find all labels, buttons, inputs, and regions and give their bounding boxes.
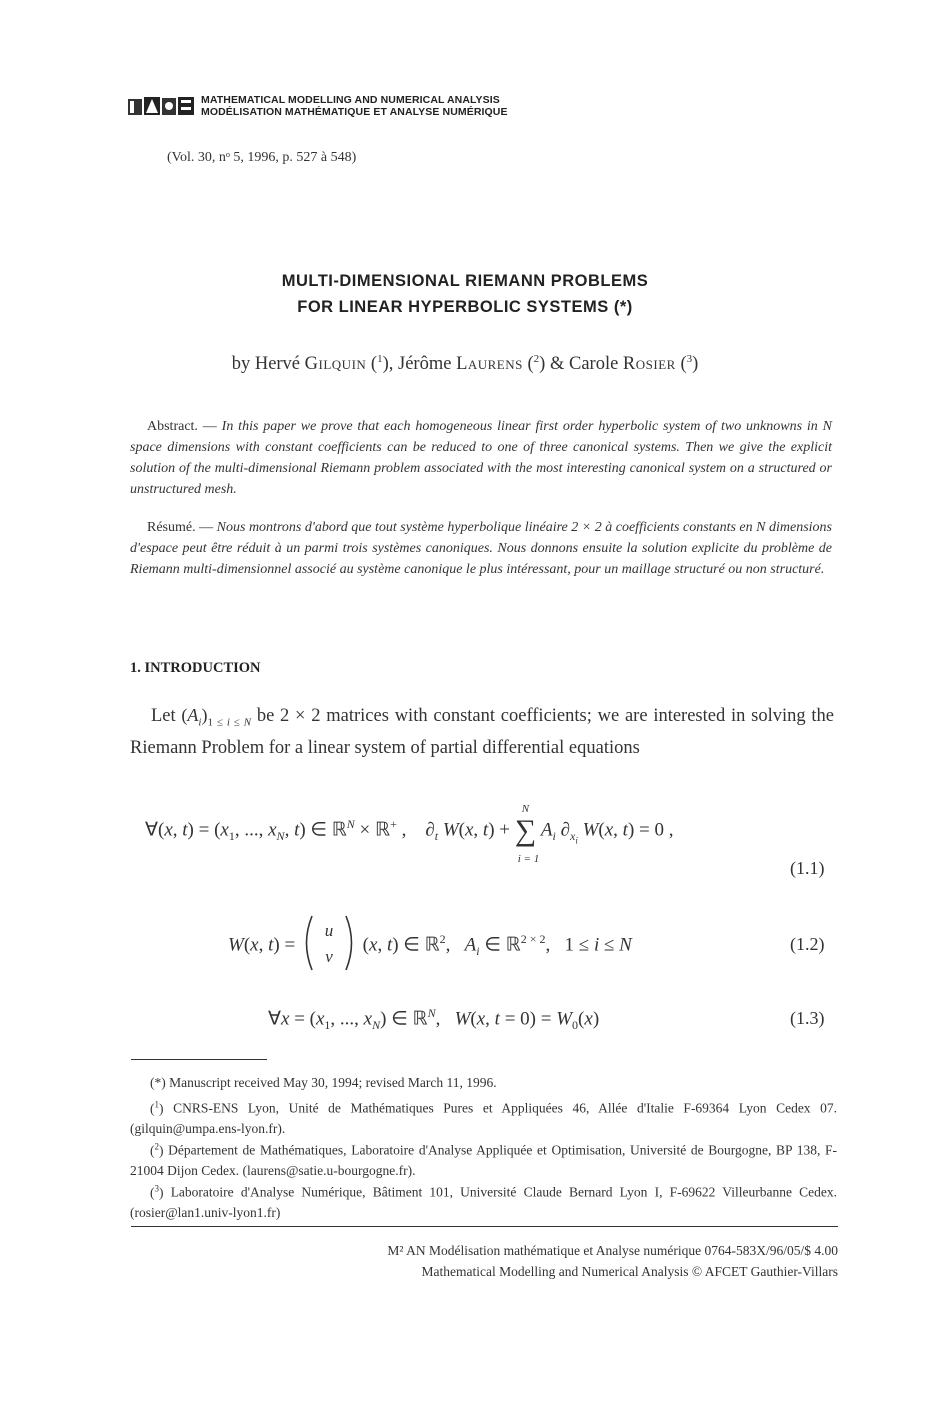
svg-text:u: u bbox=[324, 921, 334, 940]
intro-paragraph bbox=[130, 703, 834, 761]
intro-lead: Let bbox=[151, 706, 176, 726]
abstract-label: Abstract. — bbox=[147, 419, 217, 434]
author-3-first: Carole bbox=[568, 354, 619, 375]
author-separator: , bbox=[388, 354, 394, 375]
footer-line-1: M² AN Modélisation mathématique et Analyse numérique 0764-583X/96/05/$ 4.00 bbox=[387, 1243, 838, 1258]
footnote-3: ($^3$) Laboratoire d'Analyse Numérique, Bâtiment 101, Université Claude Bernard Lyon I, F-69622 Villeurbanne Cedex. (rosier@lan1.univ-lyon1.fr) bbox=[130, 1183, 838, 1220]
footnote-star-text: Manuscript received May 30, 1994; revised March 11, 1996. bbox=[169, 1075, 497, 1090]
svg-text:v: v bbox=[325, 947, 333, 966]
abstract bbox=[130, 416, 832, 500]
footnote-3-mark: 3 bbox=[154, 1183, 159, 1193]
footnote-3-text: Laboratoire d'Analyse Numérique, Bâtiment 101, Université Claude Bernard Lyon I, F-69622 Villeurbanne Cedex. (rosier@lan1.univ-lyon1.fr) bbox=[130, 1184, 838, 1220]
footer-rule bbox=[131, 1226, 838, 1227]
by-word: by bbox=[231, 354, 251, 375]
resume-label: Résumé. — bbox=[147, 520, 214, 535]
author-1-first: Hervé bbox=[254, 354, 301, 375]
journal-name-fr: MODÉLISATION MATHÉMATIQUE ET ANALYSE NUMÉRIQUE bbox=[201, 106, 508, 118]
intro-rest: be 2 × 2 matrices with constant coefficients; we are interested in solving the Riemann Problem for a linear system of partial differential equations bbox=[130, 706, 834, 758]
equation-number-1-2: (1.2) bbox=[790, 934, 825, 954]
journal-logo-icon bbox=[128, 95, 196, 117]
inline-matrix-family: $(A_i)_{1 \le i \le N}$ bbox=[181, 705, 252, 729]
equation-1-3: ∀x = ($x_1$, ..., $x_N$) ∈ ℝ$^N$, W(x, $t = 0) = W_0(x)$ bbox=[268, 1006, 600, 1033]
author-2-mark: 2 bbox=[533, 353, 540, 365]
footnote-2-text: Département de Mathématiques, Laboratoire d'Analyse Appliquée et Optimisation, Université de Bourgogne, BP 138, F-21004 Dijon Cedex. (laurens@satie.u-bourgogne.fr). bbox=[130, 1142, 838, 1178]
section-heading: 1. INTRODUCTION bbox=[130, 660, 261, 676]
paper-title-line-1: MULTI-DIMENSIONAL RIEMANN PROBLEMS bbox=[281, 272, 649, 290]
equation-1-2: W(x, t) = u v (x, t) ∈ ℝ$^2$, $A_i$ ∈ ℝ$^{2 \times 2}$, 1 ≤ i ≤ N bbox=[228, 914, 632, 978]
equation-1-1: ∀(x, $t) = (x_1$, ..., $x_N$, t) ∈ ℝ$^N$ × ℝ+ , $\partial_t$ W(x, t) + ∑ N i = 1 $A_i$ $\partial_{x_i}$ W(x, t) = 0 , bbox=[145, 803, 674, 865]
author-1-mark: 1 bbox=[377, 353, 383, 365]
footnote-1-text: CNRS-ENS Lyon, Unité de Mathématiques Pures et Appliquées 46, Allée d'Italie F-69364 Lyon Cedex 07. (gilquin@umpa.ens-lyon.fr). bbox=[130, 1100, 837, 1136]
footnote-2: ($^2$) Département de Mathématiques, Laboratoire d'Analyse Appliquée et Optimisation, Université de Bourgogne, BP 138, F-21004 Dijon Cedex. (laurens@satie.u-bourgogne.fr). bbox=[130, 1141, 838, 1178]
paper-title-line-2: FOR LINEAR HYPERBOLIC SYSTEMS (*) bbox=[297, 298, 633, 316]
journal-name-en: MATHEMATICAL MODELLING AND NUMERICAL ANALYSIS bbox=[201, 94, 500, 106]
author-2-last: Laurens bbox=[456, 354, 523, 375]
resume bbox=[130, 517, 832, 580]
author-3-mark: 3 bbox=[686, 353, 693, 365]
author-1-last: Gilquin bbox=[304, 354, 367, 375]
author-3-last: Rosier bbox=[622, 354, 676, 375]
summation-symbol: ∑ N i = 1 bbox=[514, 803, 540, 865]
author-2-first: Jérôme bbox=[398, 354, 452, 375]
equation-number-1-1: (1.1) bbox=[790, 858, 825, 878]
journal-name bbox=[201, 94, 508, 118]
footnote-star-mark: * bbox=[154, 1075, 162, 1090]
footnote-star: (*) Manuscript received May 30, 1994; revised March 11, 1996. bbox=[150, 1075, 497, 1090]
footer-line-2: Mathematical Modelling and Numerical Analysis © AFCET Gauthier-Villars bbox=[421, 1264, 838, 1279]
author-ampersand: & bbox=[549, 354, 565, 375]
volume-citation: (Vol. 30, nᵒ 5, 1996, p. 527 à 548) bbox=[167, 150, 357, 165]
abstract-text: In this paper we prove that each homogeneous linear first order hyperbolic system of two unknowns in N space dimensions with constant coefficients can be reduced to one of three canonical systems. Then we give the explicit solution of the multi-dimensional Riemann problem associated with the most interesting canonical system on a structured or unstructured mesh. bbox=[130, 419, 832, 497]
footnote-2-mark: 2 bbox=[154, 1141, 159, 1151]
footnote-rule bbox=[131, 1059, 267, 1060]
equation-number-1-3: (1.3) bbox=[790, 1008, 825, 1028]
journal-logo bbox=[128, 95, 196, 117]
resume-text: Nous montrons d'abord que tout système hyperbolique linéaire 2 × 2 à coefficients constants en N dimensions d'espace peut être réduit à un parmi trois systèmes canoniques. Nous donnons ensuite la solution explicite du problème de Riemann multi-dimensionnel associé au système canonique le plus intéressant, pour un maillage structuré ou non structuré. bbox=[130, 520, 833, 577]
column-vector bbox=[300, 914, 358, 978]
footnote-1: ($^1$) CNRS-ENS Lyon, Unité de Mathématiques Pures et Appliquées 46, Allée d'Italie F-69364 Lyon Cedex 07. (gilquin@umpa.ens-lyon.fr). bbox=[130, 1099, 837, 1136]
author-list: by Hervé Gilquin ($^1$), Jérôme Laurens ($^2$) & Carole Rosier ($^3$) bbox=[231, 353, 699, 375]
footer bbox=[200, 1240, 838, 1282]
footnote-1-mark: 1 bbox=[154, 1099, 159, 1109]
column-vector-brackets bbox=[300, 914, 358, 972]
